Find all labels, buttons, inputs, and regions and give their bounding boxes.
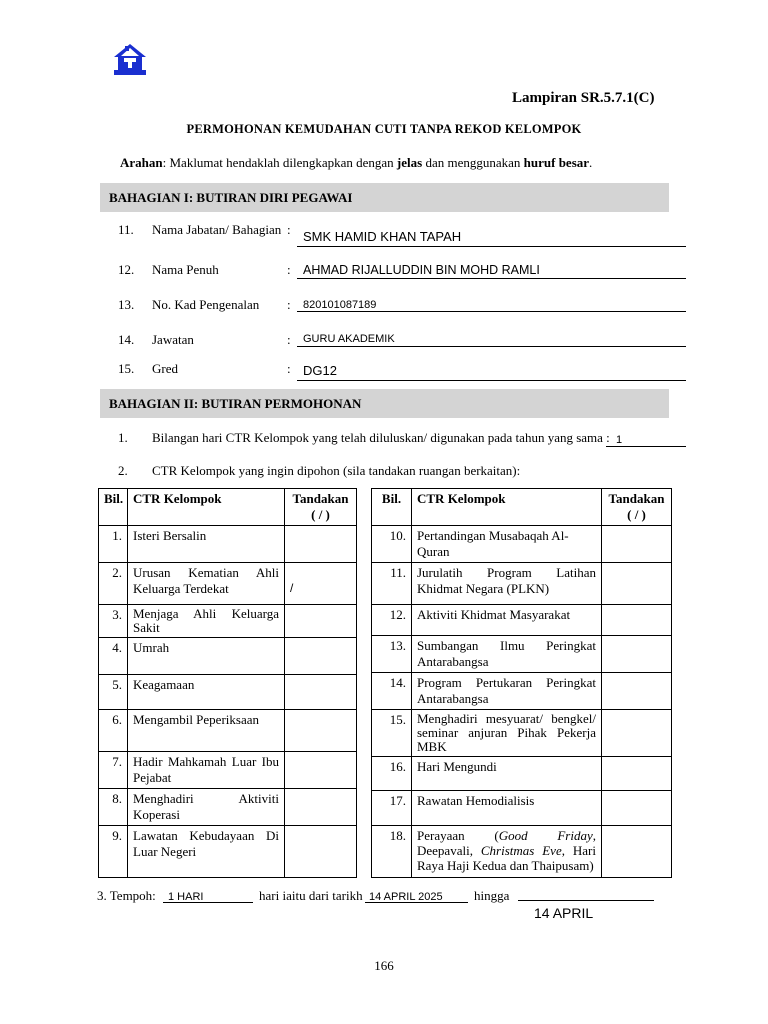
row-bil: 16. bbox=[372, 757, 412, 791]
field-14-colon: : bbox=[287, 332, 291, 347]
table-row bbox=[99, 638, 357, 675]
row-bil: 11. bbox=[372, 563, 412, 605]
row-bil: 4. bbox=[99, 638, 128, 675]
form-title: PERMOHONAN KEMUDAHAN CUTI TANPA REKOD KELOMPOK bbox=[186, 122, 582, 136]
row-ctr: Lawatan Kebudayaan Di Luar Negeri bbox=[128, 826, 285, 878]
row-mark-cell[interactable] bbox=[285, 605, 357, 638]
approved-days-value: 1 bbox=[616, 434, 623, 446]
row-mark-cell[interactable] bbox=[602, 605, 672, 636]
row-mark-cell[interactable] bbox=[602, 563, 672, 605]
field-12-number: 12. bbox=[118, 262, 135, 277]
lampiran-ref: Lampiran SR.5.7.1(C) bbox=[512, 90, 655, 106]
row-bil: 2. bbox=[99, 563, 128, 605]
ctr-table-right bbox=[371, 488, 672, 878]
row-bil: 15. bbox=[372, 710, 412, 757]
row-ctr-italic: Good Friday bbox=[498, 828, 593, 843]
row-ctr bbox=[412, 826, 602, 878]
row-ctr: Urusan Kematian Ahli Keluarga Terdekat bbox=[128, 563, 285, 605]
hingga-label: hingga bbox=[474, 888, 510, 903]
table-row bbox=[372, 563, 672, 605]
row-ctr: Hari Mengundi bbox=[412, 757, 602, 791]
field-13-colon: : bbox=[287, 297, 291, 312]
ic-number-value: 820101087189 bbox=[303, 299, 377, 311]
row-ctr: Menghadiri Aktiviti Koperasi bbox=[128, 789, 285, 826]
start-date-field[interactable] bbox=[365, 889, 468, 903]
table-row bbox=[99, 563, 357, 605]
row-ctr: Isteri Bersalin bbox=[128, 526, 285, 563]
table-row bbox=[99, 789, 357, 826]
row-mark-cell[interactable] bbox=[285, 638, 357, 675]
field-15-number: 15. bbox=[118, 361, 135, 376]
row-bil: 13. bbox=[372, 636, 412, 673]
header-tandakan-label: Tandakan bbox=[608, 491, 665, 506]
row-bil: 1. bbox=[99, 526, 128, 563]
row-bil: 9. bbox=[99, 826, 128, 878]
field-15-colon: : bbox=[287, 361, 291, 376]
row-ctr: Rawatan Hemodialisis bbox=[412, 791, 602, 826]
row-mark-cell[interactable] bbox=[285, 789, 357, 826]
end-date-value: 14 APRIL bbox=[534, 905, 594, 921]
section-2-header: BAHAGIAN II: BUTIRAN PERMOHONAN bbox=[100, 389, 669, 418]
house-logo-icon bbox=[112, 43, 148, 76]
field-11-colon: : bbox=[287, 222, 291, 237]
ctr-table-left bbox=[98, 488, 357, 878]
row-mark-cell[interactable] bbox=[285, 752, 357, 789]
duration-label: 3. Tempoh: bbox=[97, 888, 156, 903]
row-mark-cell[interactable] bbox=[285, 710, 357, 752]
row-ctr: Sumbangan Ilmu Peringkat Antarabangsa bbox=[412, 636, 602, 673]
question-2-text: CTR Kelompok yang ingin dipohon (sila tandakan ruangan berkaitan): bbox=[152, 463, 521, 478]
row-mark-cell[interactable] bbox=[602, 710, 672, 757]
table-row bbox=[99, 710, 357, 752]
instructions-label: Arahan bbox=[120, 155, 163, 170]
duration-days-field[interactable] bbox=[163, 889, 253, 903]
full-name-value: AHMAD RIJALLUDDIN BIN MOHD RAMLI bbox=[303, 263, 540, 277]
row-bil: 6. bbox=[99, 710, 128, 752]
row-mark-cell[interactable] bbox=[285, 675, 357, 710]
field-14-number: 14. bbox=[118, 332, 135, 347]
row-bil: 8. bbox=[99, 789, 128, 826]
table-row bbox=[99, 675, 357, 710]
row-ctr: Mengambil Peperiksaan bbox=[128, 710, 285, 752]
ic-number-field[interactable] bbox=[297, 298, 686, 312]
page-number: 166 bbox=[374, 958, 394, 973]
row-ctr: Menjaga Ahli Keluarga Sakit bbox=[128, 605, 285, 638]
instructions-text: dan menggunakan bbox=[422, 155, 524, 170]
duration-mid-text: hari iaitu dari tarikh bbox=[259, 888, 363, 903]
header-ctr: CTR Kelompok bbox=[128, 489, 285, 526]
department-value: SMK HAMID KHAN TAPAH bbox=[303, 229, 462, 244]
header-tandakan bbox=[602, 489, 672, 526]
instructions-text: . bbox=[589, 155, 593, 170]
table-row bbox=[372, 757, 672, 791]
row-ctr-italic: Christmas Eve bbox=[480, 843, 562, 858]
row-mark-cell[interactable] bbox=[285, 526, 357, 563]
table-row bbox=[372, 526, 672, 563]
field-11-label: Nama Jabatan/ Bahagian bbox=[152, 222, 282, 237]
question-2-number: 2. bbox=[118, 463, 128, 478]
row-ctr-text: Perayaan ( bbox=[417, 828, 499, 843]
field-15-label: Gred bbox=[152, 361, 178, 376]
row-ctr-text: , Deepavali, bbox=[417, 828, 596, 858]
table-row bbox=[372, 636, 672, 673]
row-mark-cell[interactable] bbox=[602, 636, 672, 673]
approved-days-field[interactable] bbox=[606, 433, 686, 447]
header-bil: Bil. bbox=[99, 489, 128, 526]
row-bil: 10. bbox=[372, 526, 412, 563]
table-row bbox=[99, 526, 357, 563]
row-bil: 5. bbox=[99, 675, 128, 710]
row-mark-cell[interactable] bbox=[602, 673, 672, 710]
header-bil: Bil. bbox=[372, 489, 412, 526]
row-ctr-text: , Hari Raya Haji Kedua dan Thaipusam) bbox=[417, 843, 596, 873]
instructions-bold-jelas: jelas bbox=[396, 155, 423, 170]
start-date-value: 14 APRIL 2025 bbox=[369, 891, 443, 903]
question-1-number: 1. bbox=[118, 430, 128, 445]
header-ctr: CTR Kelompok bbox=[412, 489, 602, 526]
row-bil: 14. bbox=[372, 673, 412, 710]
row-ctr: Jurulatih Program Latihan Khidmat Negara (PLKN) bbox=[412, 563, 602, 605]
full-name-field[interactable] bbox=[297, 262, 686, 279]
table-row bbox=[372, 605, 672, 636]
row-bil: 18. bbox=[372, 826, 412, 878]
field-13-label: No. Kad Pengenalan bbox=[152, 297, 260, 312]
row-ctr: Program Pertukaran Peringkat Antarabangsa bbox=[412, 673, 602, 710]
instructions-bold-huruf: huruf besar bbox=[523, 155, 590, 170]
row-mark-cell[interactable] bbox=[602, 757, 672, 791]
row-ctr: Pertandingan Musabaqah Al-Quran bbox=[412, 526, 602, 563]
position-value: GURU AKADEMIK bbox=[303, 333, 395, 345]
row-ctr: Keagamaan bbox=[128, 675, 285, 710]
row-mark-cell[interactable] bbox=[602, 526, 672, 563]
department-field[interactable] bbox=[297, 228, 686, 247]
header-tandakan-sub: ( / ) bbox=[627, 507, 646, 522]
question-1-text: Bilangan hari CTR Kelompok yang telah diluluskan/ digunakan pada tahun yang sama : bbox=[152, 430, 610, 445]
section-1-header: BAHAGIAN I: BUTIRAN DIRI PEGAWAI bbox=[100, 183, 669, 212]
field-13-number: 13. bbox=[118, 297, 135, 312]
row-bil: 7. bbox=[99, 752, 128, 789]
grade-value: DG12 bbox=[303, 363, 337, 378]
table-row bbox=[372, 673, 672, 710]
header-tandakan bbox=[285, 489, 357, 526]
end-date-field[interactable] bbox=[518, 887, 654, 901]
table-row bbox=[99, 605, 357, 638]
row-bil: 3. bbox=[99, 605, 128, 638]
header-tandakan-label: Tandakan bbox=[292, 491, 349, 506]
field-12-colon: : bbox=[287, 262, 291, 277]
row-ctr: Menghadiri mesyuarat/ bengkel/ seminar anjuran Pihak Pekerja MBK bbox=[412, 710, 602, 757]
instructions bbox=[120, 155, 592, 171]
duration-days-value: 1 HARI bbox=[168, 891, 204, 903]
row-mark-cell[interactable] bbox=[602, 791, 672, 826]
row-bil: 12. bbox=[372, 605, 412, 636]
row-mark-cell[interactable]: / bbox=[285, 563, 357, 605]
field-11-number: 11. bbox=[118, 222, 134, 237]
row-bil: 17. bbox=[372, 791, 412, 826]
field-12-label: Nama Penuh bbox=[152, 262, 219, 277]
table-row bbox=[372, 826, 672, 878]
table-row bbox=[99, 826, 357, 878]
row-ctr: Aktiviti Khidmat Masyarakat bbox=[412, 605, 602, 636]
position-field[interactable] bbox=[297, 332, 686, 347]
row-mark-cell[interactable] bbox=[285, 826, 357, 878]
table-row bbox=[99, 752, 357, 789]
row-mark-cell[interactable] bbox=[602, 826, 672, 878]
row-ctr: Umrah bbox=[128, 638, 285, 675]
field-14-label: Jawatan bbox=[152, 332, 194, 347]
table-row bbox=[372, 710, 672, 757]
row-ctr: Hadir Mahkamah Luar Ibu Pejabat bbox=[128, 752, 285, 789]
instructions-text: : Maklumat hendaklah dilengkapkan dengan bbox=[162, 155, 397, 170]
table-row bbox=[372, 791, 672, 826]
header-tandakan-sub: ( / ) bbox=[311, 507, 330, 522]
grade-field[interactable] bbox=[297, 362, 686, 381]
